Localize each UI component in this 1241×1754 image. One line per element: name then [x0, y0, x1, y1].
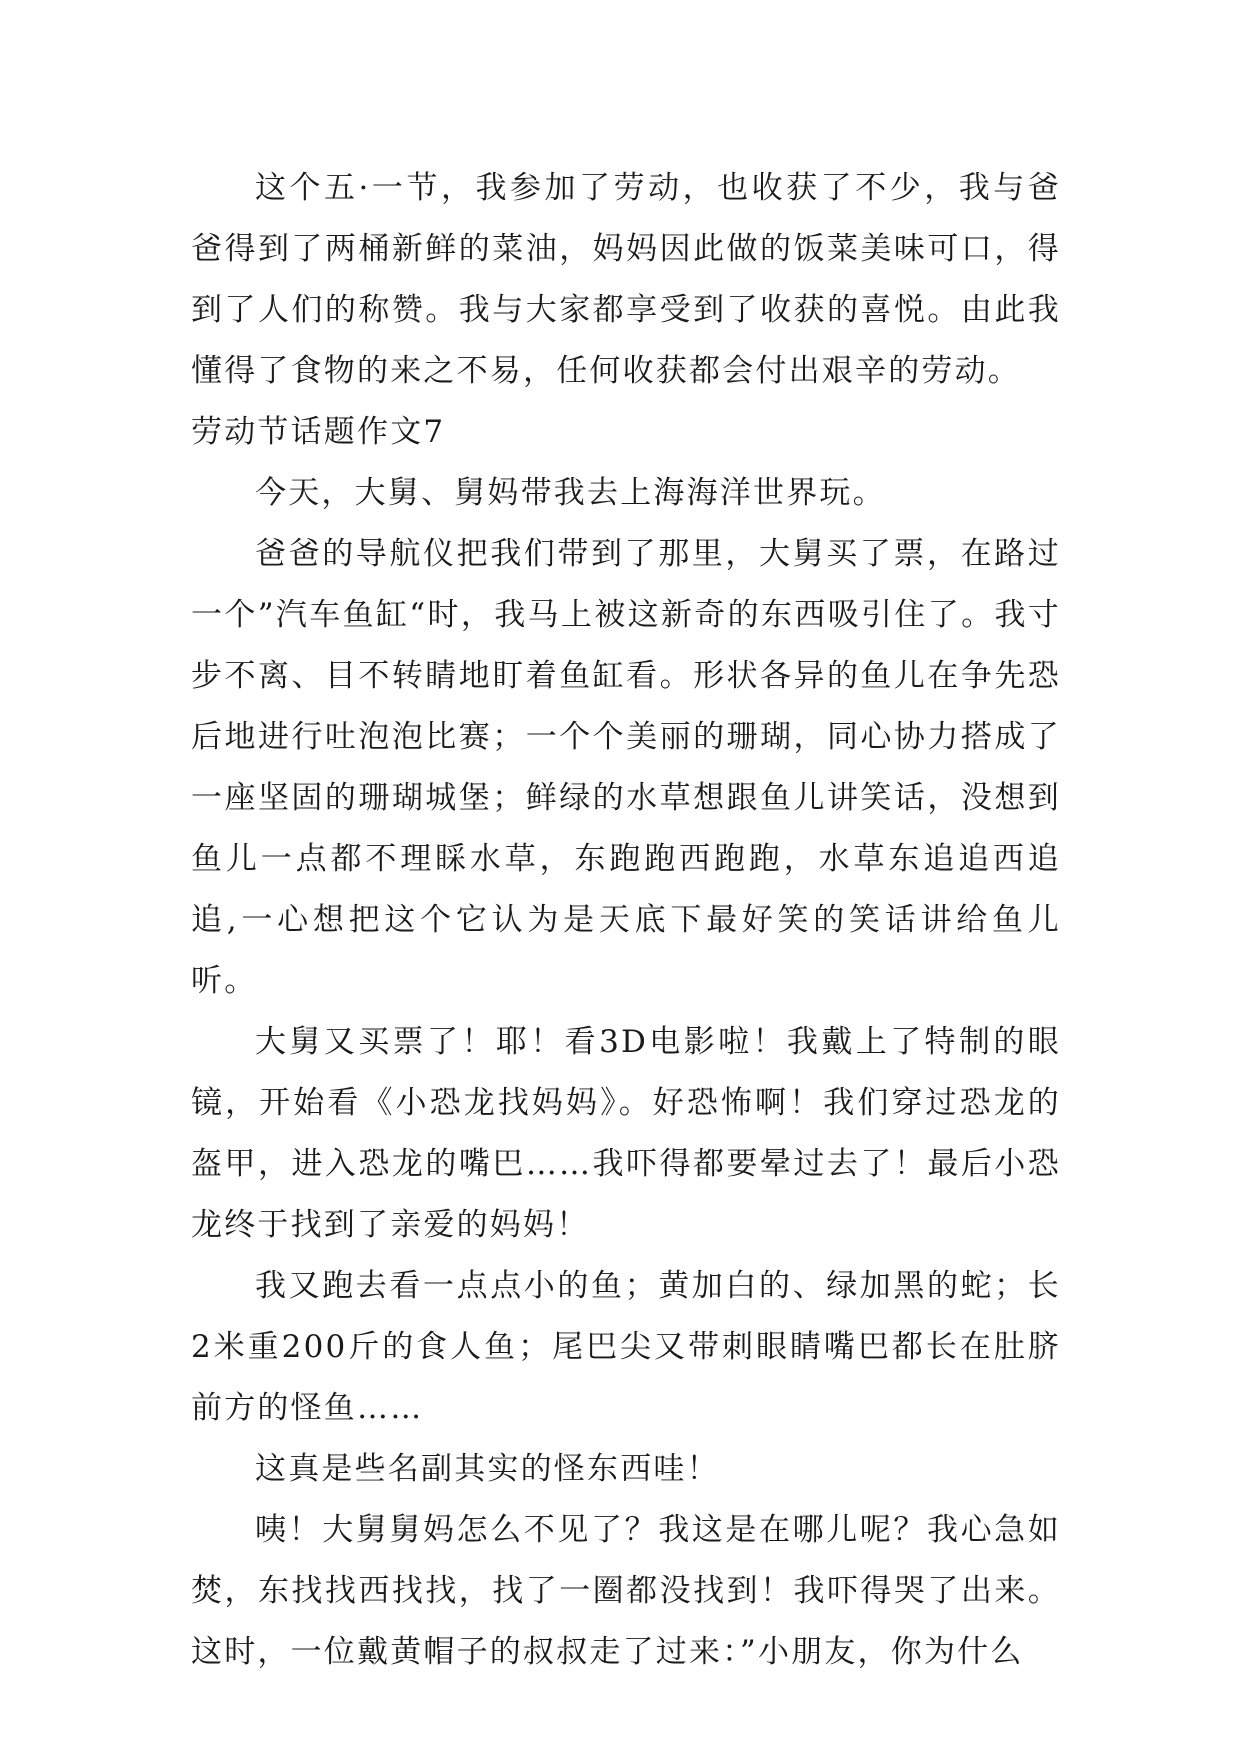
paragraph-1: 今天，大舅、舅妈带我去上海海洋世界玩。 — [255, 475, 886, 511]
paragraph-intro: 这个五·一节，我参加了劳动，也收获了不少，我与爸爸得到了两桶新鲜的菜油，妈妈因此做的饭菜美味可口，得到了人们的称赞。我与大家都享受到了收获的喜悦。由此我懂得了食物的来之不易，任何收获都会付出艰辛的劳动。 — [191, 170, 1061, 389]
paragraph-4: 我又跑去看一点点小的鱼；黄加白的、绿加黑的蛇；长2米重200斤的食人鱼；尾巴尖又带刺眼睛嘴巴都长在肚脐前方的怪鱼…… — [191, 1268, 1061, 1426]
paragraph-2: 爸爸的导航仪把我们带到了那里，大舅买了票，在路过一个”汽车鱼缸“时，我马上被这新奇的东西吸引住了。我寸步不离、目不转睛地盯着鱼缸看。形状各异的鱼儿在争先恐后地进行吐泡泡比赛；一个个美丽的珊瑚，同心协力搭成了一座坚固的珊瑚城堡；鲜绿的水草想跟鱼儿讲笑话，没想到鱼儿一点都不理睬水草，东跑跑西跑跑，水草东追追西追追,一心想把这个它认为是天底下最好笑的笑话讲给鱼儿听。 — [191, 536, 1061, 999]
paragraph-6: 咦！大舅舅妈怎么不见了？我这是在哪儿呢？我心急如焚，东找找西找找，找了一圈都没找到！我吓得哭了出来。这时，一位戴黄帽子的叔叔走了过来：”小朋友，你为什么 — [191, 1512, 1061, 1670]
section-title: 劳动节话题作文7 — [191, 414, 446, 450]
document-body — [191, 158, 1061, 1683]
paragraph-3: 大舅又买票了！耶！看3D电影啦！我戴上了特制的眼镜，开始看《小恐龙找妈妈》。好恐怖啊！我们穿过恐龙的盔甲，进入恐龙的嘴巴……我吓得都要晕过去了！最后小恐龙终于找到了亲爱的妈妈！ — [191, 1024, 1061, 1243]
paragraph-5: 这真是些名副其实的怪东西哇！ — [255, 1451, 720, 1487]
